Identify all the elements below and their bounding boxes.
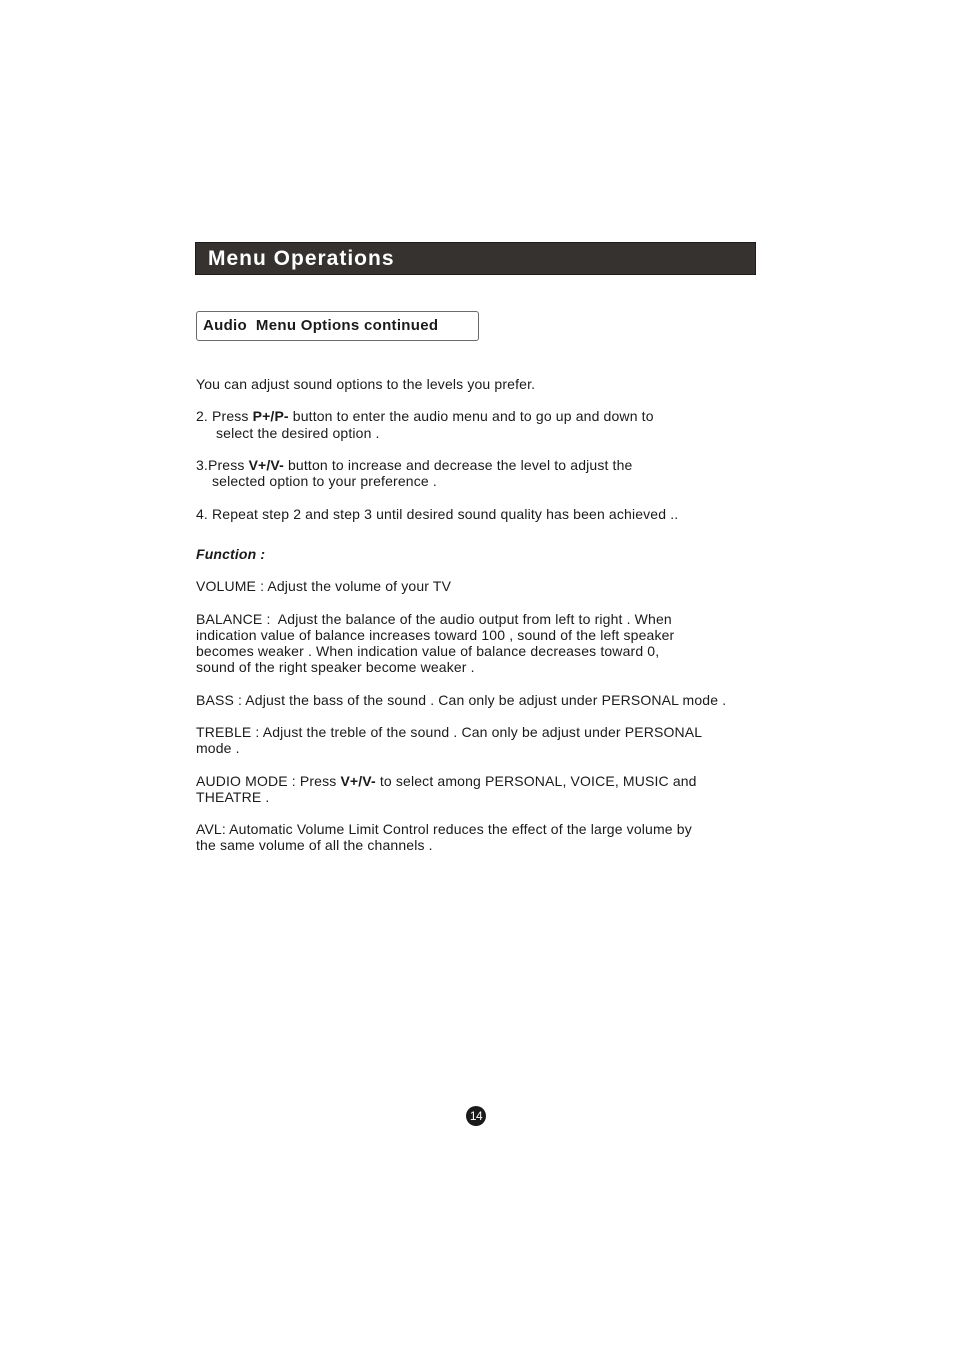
body-content <box>196 376 776 854</box>
function-audio-mode-line2: THEATRE . <box>196 788 270 805</box>
function-balance-line1: BALANCE : Adjust the balance of the audio output from left to right . When <box>196 610 672 627</box>
function-treble-line2: mode . <box>196 740 240 757</box>
step-3-key: V+/V- <box>248 456 284 473</box>
function-bass: BASS : Adjust the bass of the sound . Can only be adjust under PERSONAL mode . <box>196 691 727 708</box>
function-avl-line1: AVL: Automatic Volume Limit Control reduces the effect of the large volume by <box>196 821 692 838</box>
step-4: 4. Repeat step 2 and step 3 until desired sound quality has been achieved .. <box>196 505 679 522</box>
function-avl-line2: the same volume of all the channels . <box>196 837 433 854</box>
step-3 <box>196 457 776 473</box>
function-balance-line3: becomes weaker . When indication value of balance decreases toward 0, <box>196 642 660 659</box>
function-treble-line1: TREBLE : Adjust the treble of the sound . Can only be adjust under PERSONAL <box>196 723 703 740</box>
section-heading: Audio Menu Options continued <box>203 317 439 334</box>
step-3-prefix: 3.Press <box>196 456 249 473</box>
step-2-line2: select the desired option . <box>216 424 380 441</box>
page-number-badge: 14 <box>466 1106 486 1126</box>
page-title: Menu Operations <box>208 247 395 270</box>
function-audio-mode <box>196 773 776 789</box>
step-2-key: P+/P- <box>252 408 289 425</box>
page-header-bar <box>195 242 756 275</box>
function-balance-line4: sound of the right speaker become weaker . <box>196 659 475 676</box>
audio-mode-line1: to select among PERSONAL, VOICE, MUSIC and <box>375 772 697 789</box>
step-3-line2: selected option to your preference . <box>212 473 437 490</box>
function-heading: Function : <box>196 545 266 562</box>
function-volume: VOLUME : Adjust the volume of your TV <box>196 578 452 595</box>
intro-text: You can adjust sound options to the levels you prefer. <box>196 376 536 392</box>
section-heading-box <box>196 311 479 341</box>
function-balance-line2: indication value of balance increases toward 100 , sound of the left speaker <box>196 626 675 643</box>
step-3-line1: button to increase and decrease the level to adjust the <box>283 456 633 473</box>
step-2 <box>196 408 776 424</box>
step-2-prefix: 2. Press <box>196 408 253 425</box>
step-2-line1: button to enter the audio menu and to go up and down to <box>288 408 654 425</box>
audio-mode-key: V+/V- <box>340 772 376 789</box>
audio-mode-prefix: AUDIO MODE : Press <box>196 772 341 789</box>
